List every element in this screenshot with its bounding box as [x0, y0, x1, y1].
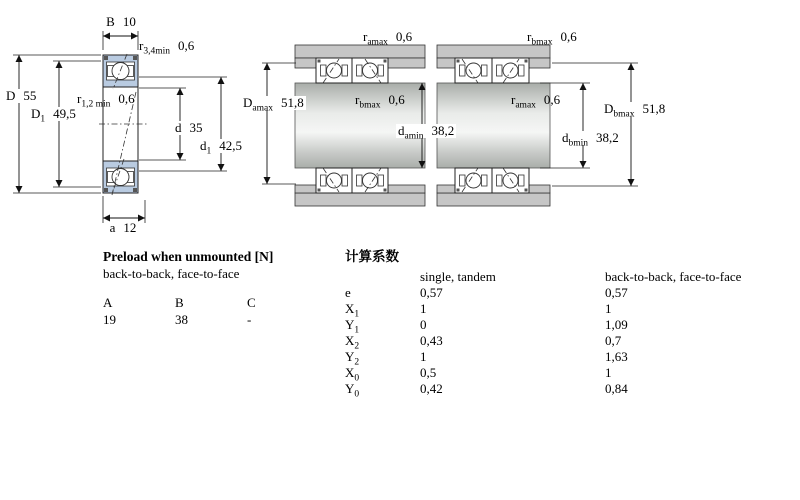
factors-col2-header: back-to-back, face-to-face [605, 269, 742, 284]
dim-label-damin: $d_{amin}$ 38,2 [398, 123, 455, 142]
dim-label-Damax: $D_{amax}$ 51,8 [243, 95, 304, 114]
factor-single-value: 0,57 [420, 285, 443, 300]
factor-paired-value: 1 [605, 301, 612, 316]
dim-label-ramax-mid: $r_{amax}$ 0,6 [363, 29, 413, 48]
preload-col-header: B [175, 295, 184, 310]
factor-row-label: $X_0$ [345, 365, 360, 384]
factor-paired-value: 0,84 [605, 381, 628, 396]
dim-label-B: B 10 [106, 14, 136, 29]
factor-paired-value: 0,7 [605, 333, 622, 348]
factor-row-label: $X_2$ [345, 333, 360, 352]
dim-label-D: D 55 [6, 88, 37, 103]
factors-col1-header: single, tandem [420, 269, 496, 284]
factors-table [345, 249, 775, 400]
preload-value: - [247, 312, 252, 327]
dim-label-ramax-right: $r_{amax}$ 0,6 [511, 92, 561, 111]
factor-single-value: 1 [420, 301, 427, 316]
dim-label-rbmax-mid: $r_{bmax}$ 0,6 [355, 92, 405, 111]
factor-paired-value: 1,63 [605, 349, 628, 364]
preload-value: 38 [175, 312, 188, 327]
factor-single-value: 1 [420, 349, 427, 364]
left-bearing-figure [99, 54, 147, 195]
dim-label-D1: $D_1$ 49,5 [31, 106, 76, 125]
preload-col-header: C [247, 295, 256, 310]
preload-table-subtitle: back-to-back, face-to-face [103, 266, 240, 281]
factor-single-value: 0,43 [420, 333, 443, 348]
dim-label-a: a 12 [109, 220, 137, 235]
factor-row-label: e [345, 285, 351, 300]
factor-paired-value: 1 [605, 365, 612, 380]
dim-label-r12min: $r_{1,2 min}$ 0,6 [77, 91, 135, 110]
preload-col-header: A [103, 295, 113, 310]
factor-single-value: 0,42 [420, 381, 443, 396]
factor-paired-value: 0,57 [605, 285, 628, 300]
factors-header-spacer [345, 269, 420, 285]
factor-paired-value: 1,09 [605, 317, 628, 332]
preload-table [103, 249, 319, 328]
preload-table-title: Preload when unmounted [N] [103, 249, 274, 264]
factors-table-title: 计算系数 [345, 249, 399, 264]
factor-single-value: 0 [420, 317, 427, 332]
factor-row-label: $Y_0$ [345, 381, 360, 400]
dim-label-d: d 35 [175, 120, 203, 135]
dim-label-rbmax-right: $r_{bmax}$ 0,6 [527, 29, 577, 48]
factor-single-value: 0,5 [420, 365, 437, 380]
right-figure-dimensions [540, 63, 638, 186]
factor-row-label: $Y_2$ [345, 349, 360, 368]
dim-label-dbmin: $d_{bmin}$ 38,2 [562, 130, 619, 149]
dim-label-Dbmax: $D_{bmax}$ 51,8 [604, 101, 666, 120]
factor-row-label: $X_1$ [345, 301, 360, 320]
factor-row-label: $Y_1$ [345, 317, 360, 336]
dim-label-d1: $d_1$ 42,5 [200, 138, 242, 157]
preload-value: 19 [103, 312, 116, 327]
dim-label-r34min: $r_{3,4min}$ 0,6 [139, 38, 195, 57]
